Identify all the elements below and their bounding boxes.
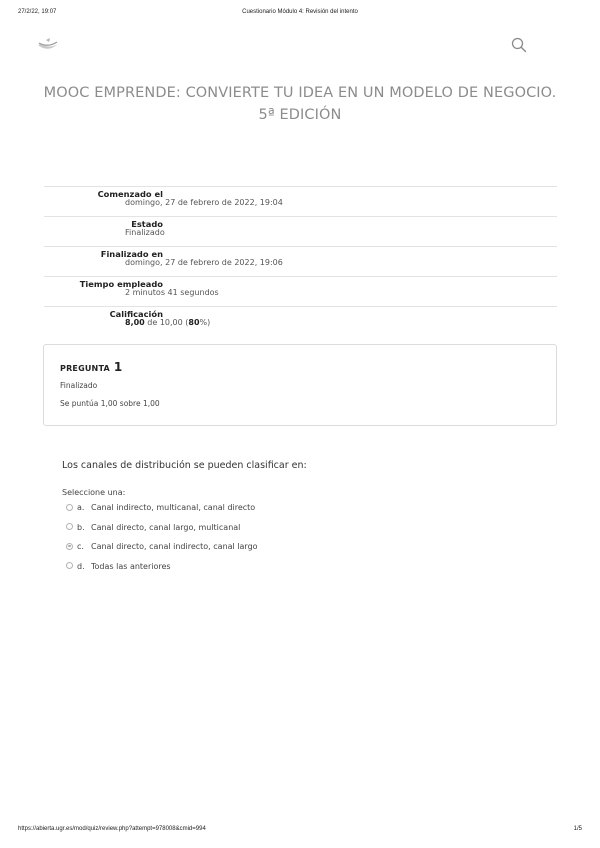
answer-prompt: Seleccione una: <box>62 488 126 497</box>
option-letter: b. <box>77 522 85 532</box>
summary-row-finished <box>44 247 557 277</box>
time-value: 2 minutos 41 segundos <box>125 288 219 297</box>
question-label: PREGUNTA <box>60 364 110 373</box>
question-state: Finalizado <box>60 381 98 390</box>
option-letter: d. <box>77 561 85 571</box>
radio-button[interactable] <box>66 562 73 569</box>
search-icon[interactable] <box>511 37 527 53</box>
radio-button-checked[interactable] <box>66 543 73 550</box>
radio-button[interactable] <box>66 504 73 511</box>
question-info-box <box>43 344 557 426</box>
print-header <box>18 9 582 19</box>
grade-value <box>125 318 210 327</box>
option-text: Canal indirecto, multicanal, canal directo <box>91 503 256 512</box>
question-grade: Se puntúa 1,00 sobre 1,00 <box>60 399 160 408</box>
grade-label: Calificación <box>109 309 163 319</box>
started-label: Comenzado el <box>97 189 163 199</box>
question-number <box>60 360 122 374</box>
grade-score: 8,00 <box>125 318 145 327</box>
moodle-logo-icon[interactable] <box>36 37 60 53</box>
attempt-summary-table <box>44 186 557 341</box>
state-value: Finalizado <box>125 228 165 237</box>
question-number-value: 1 <box>113 360 123 374</box>
finished-label: Finalizado en <box>100 249 163 259</box>
print-url: https://abierta.ugr.es/mod/quiz/review.php?attempt=978008&cmid=994 <box>18 826 206 832</box>
question-text: Los canales de distribución se pueden clasificar en: <box>62 460 307 471</box>
finished-value: domingo, 27 de febrero de 2022, 19:06 <box>125 258 283 267</box>
print-page-title: Cuestionario Módulo 4: Revisión del intento <box>242 9 358 15</box>
summary-row-started <box>44 187 557 217</box>
option-text: Todas las anteriores <box>91 561 171 571</box>
grade-end: %) <box>199 318 211 327</box>
grade-mid: de 10,00 ( <box>144 318 189 327</box>
print-page-number: 1/5 <box>573 826 582 832</box>
summary-row-state <box>44 217 557 247</box>
option-letter: c. <box>77 542 84 551</box>
started-value: domingo, 27 de febrero de 2022, 19:04 <box>125 198 283 207</box>
course-title: MOOC EMPRENDE: CONVIERTE TU IDEA EN UN MODELO DE NEGOCIO. 5ª EDICIÓN <box>43 85 557 123</box>
state-label: Estado <box>131 219 163 229</box>
grade-percent: 80 <box>188 318 200 327</box>
time-label: Tiempo empleado <box>79 279 163 289</box>
radio-button[interactable] <box>66 523 73 530</box>
print-footer <box>18 826 582 836</box>
option-text: Canal directo, canal largo, multicanal <box>91 522 241 532</box>
print-datetime: 27/2/22, 19:07 <box>18 9 57 15</box>
option-letter: a. <box>77 503 85 512</box>
summary-row-grade <box>44 307 557 341</box>
summary-row-time <box>44 277 557 307</box>
option-text: Canal directo, canal indirecto, canal largo <box>91 542 258 551</box>
